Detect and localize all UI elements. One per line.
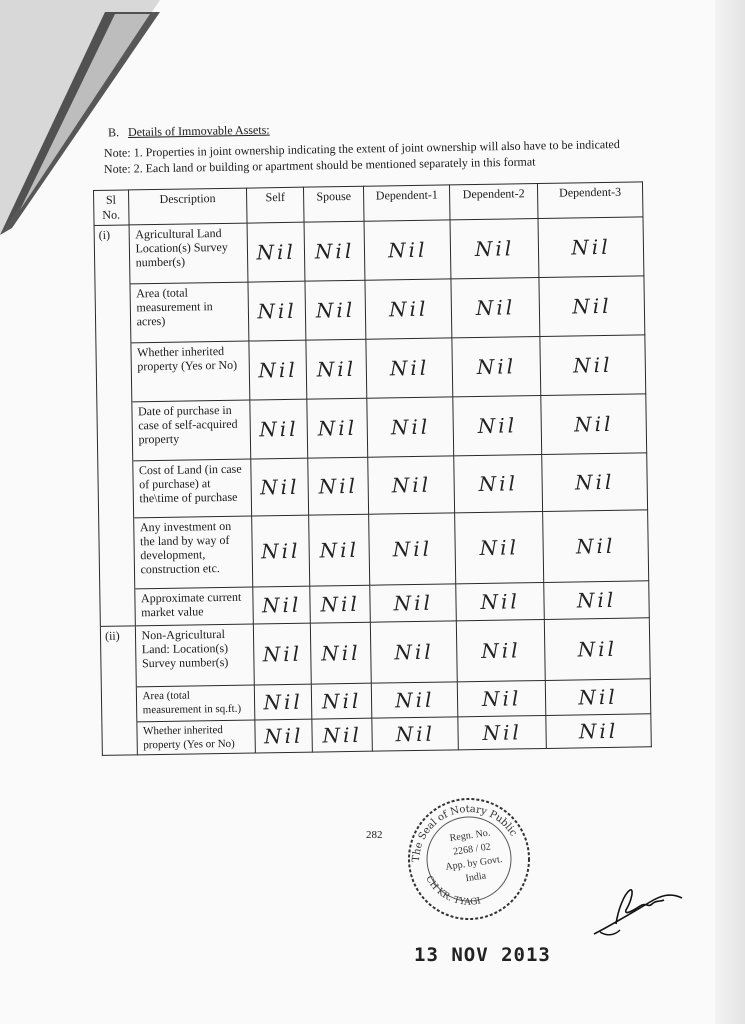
value-cell-dependent-3: Nil bbox=[541, 394, 647, 455]
seal-regn-label: Regn. No. bbox=[449, 827, 491, 844]
value-cell-self: Nil bbox=[254, 623, 312, 685]
note-1: Note: 1. Properties in joint ownership indicating the extent of joint ownership will also have to be indicated bbox=[103, 136, 620, 160]
header-spouse: Spouse bbox=[303, 186, 364, 222]
value-cell-spouse: Nil bbox=[309, 514, 370, 586]
value-cell-spouse: Nil bbox=[308, 457, 369, 515]
value-cell-dependent-1: Nil bbox=[371, 621, 458, 683]
sl-cell bbox=[101, 687, 136, 723]
handwritten-signature bbox=[590, 880, 690, 940]
section-title: Details of Immovable Assets: bbox=[127, 122, 270, 140]
value-cell-dependent-2: Nil bbox=[454, 454, 543, 512]
value-cell-dependent-3: Nil bbox=[544, 581, 650, 620]
table-row bbox=[100, 618, 650, 688]
value-cell-dependent-1: Nil bbox=[366, 338, 453, 398]
section-letter: B. bbox=[107, 125, 120, 140]
seal-regn-number: 2268 / 02 bbox=[452, 841, 492, 858]
description-cell: Agricultural Land Location(s) Survey number(s) bbox=[129, 223, 249, 284]
sl-cell: (i) bbox=[94, 225, 130, 285]
description-cell: Non-Agricultural Land: Location(s) Survey number(s) bbox=[135, 624, 255, 687]
immovable-assets-table bbox=[93, 181, 652, 756]
value-cell-dependent-1: Nil bbox=[367, 397, 454, 457]
sl-cell bbox=[97, 402, 133, 462]
sl-cell bbox=[96, 343, 132, 403]
header-dependent-3: Dependent-3 bbox=[537, 182, 643, 219]
value-cell-dependent-3: Nil bbox=[545, 679, 651, 716]
section-heading bbox=[108, 123, 270, 141]
value-cell-spouse: Nil bbox=[307, 398, 368, 458]
value-cell-dependent-1: Nil bbox=[372, 717, 458, 751]
value-cell-spouse: Nil bbox=[310, 622, 371, 684]
table-row bbox=[95, 276, 645, 344]
sl-cell bbox=[98, 461, 133, 519]
note-2: Note: 2. Each land or building or apartment should be mentioned separately in this format bbox=[103, 154, 536, 176]
value-cell-dependent-3: Nil bbox=[539, 276, 645, 337]
value-cell-self: Nil bbox=[253, 586, 310, 624]
seal-outer-text: The Seal of Notary Public bbox=[410, 803, 519, 863]
value-cell-dependent-3: Nil bbox=[544, 618, 650, 681]
value-cell-spouse: Nil bbox=[306, 339, 367, 399]
value-cell-self: Nil bbox=[251, 458, 308, 516]
sl-cell bbox=[95, 284, 131, 344]
value-cell-spouse: Nil bbox=[310, 585, 371, 623]
header-dependent-2: Dependent-2 bbox=[450, 184, 538, 220]
value-cell-self: Nil bbox=[255, 684, 312, 720]
value-cell-self: Nil bbox=[252, 515, 310, 587]
value-cell-dependent-1: Nil bbox=[364, 220, 451, 280]
sl-cell bbox=[99, 518, 135, 590]
value-cell-dependent-3: Nil bbox=[542, 453, 648, 512]
value-cell-dependent-3: Nil bbox=[543, 510, 649, 583]
page-number: 282 bbox=[366, 829, 383, 841]
value-cell-dependent-2: Nil bbox=[453, 395, 542, 455]
value-cell-dependent-3: Nil bbox=[546, 714, 651, 749]
seal-name: CH KR. TYAGI bbox=[423, 874, 482, 908]
value-cell-dependent-2: Nil bbox=[457, 680, 545, 716]
table-row bbox=[97, 394, 647, 462]
description-cell: Approximate current market value bbox=[134, 587, 253, 626]
seal-registration bbox=[434, 824, 511, 889]
description-cell: Area (total measurement in acres) bbox=[130, 282, 250, 343]
header-description: Description bbox=[128, 188, 247, 225]
value-cell-self: Nil bbox=[247, 222, 304, 282]
seal-country: India bbox=[464, 870, 487, 885]
value-cell-dependent-1: Nil bbox=[365, 279, 452, 339]
value-cell-dependent-2: Nil bbox=[451, 278, 540, 338]
page-edge-shadow bbox=[715, 0, 745, 1024]
value-cell-self: Nil bbox=[249, 340, 306, 400]
value-cell-dependent-3: Nil bbox=[538, 217, 644, 278]
value-cell-dependent-3: Nil bbox=[540, 335, 646, 396]
value-cell-self: Nil bbox=[250, 399, 307, 459]
value-cell-spouse: Nil bbox=[304, 221, 365, 281]
date-stamp: 13 NOV 2013 bbox=[414, 944, 551, 966]
value-cell-dependent-2: Nil bbox=[458, 715, 546, 749]
header-self: Self bbox=[247, 187, 304, 223]
description-cell: Whether inherited property (Yes or No) bbox=[130, 341, 250, 402]
table-row bbox=[99, 510, 649, 590]
value-cell-spouse: Nil bbox=[311, 683, 372, 719]
value-cell-spouse: Nil bbox=[312, 718, 373, 752]
value-cell-spouse: Nil bbox=[305, 280, 366, 340]
description-cell: Cost of Land (in case of purchase) at the\time of purchase bbox=[132, 459, 252, 518]
description-cell: Date of purchase in case of self-acquired property bbox=[131, 400, 251, 461]
value-cell-dependent-1: Nil bbox=[372, 682, 458, 718]
value-cell-dependent-1: Nil bbox=[370, 584, 456, 622]
table-row bbox=[98, 453, 648, 519]
header-dependent-1: Dependent-1 bbox=[364, 185, 450, 221]
sl-cell bbox=[100, 589, 135, 627]
sl-cell: (ii) bbox=[100, 626, 136, 688]
value-cell-dependent-2: Nil bbox=[456, 582, 544, 620]
value-cell-dependent-1: Nil bbox=[369, 513, 456, 585]
seal-appointed: App. by Govt. bbox=[444, 854, 504, 873]
value-cell-dependent-2: Nil bbox=[452, 336, 541, 396]
table-row bbox=[96, 335, 646, 403]
description-cell: Whether inherited property (Yes or No) bbox=[136, 720, 255, 755]
value-cell-dependent-1: Nil bbox=[368, 456, 455, 514]
value-cell-dependent-2: Nil bbox=[457, 619, 546, 681]
value-cell-dependent-2: Nil bbox=[450, 219, 539, 279]
table-row bbox=[94, 217, 644, 285]
description-cell: Area (total measurement in sq.ft.) bbox=[136, 685, 255, 722]
sl-cell bbox=[102, 722, 137, 756]
value-cell-self: Nil bbox=[255, 719, 312, 753]
value-cell-self: Nil bbox=[248, 281, 305, 341]
header-sl-no: Sl No. bbox=[94, 190, 129, 226]
description-cell: Any investment on the land by way of development, construction etc. bbox=[133, 516, 253, 589]
value-cell-dependent-2: Nil bbox=[455, 511, 544, 583]
